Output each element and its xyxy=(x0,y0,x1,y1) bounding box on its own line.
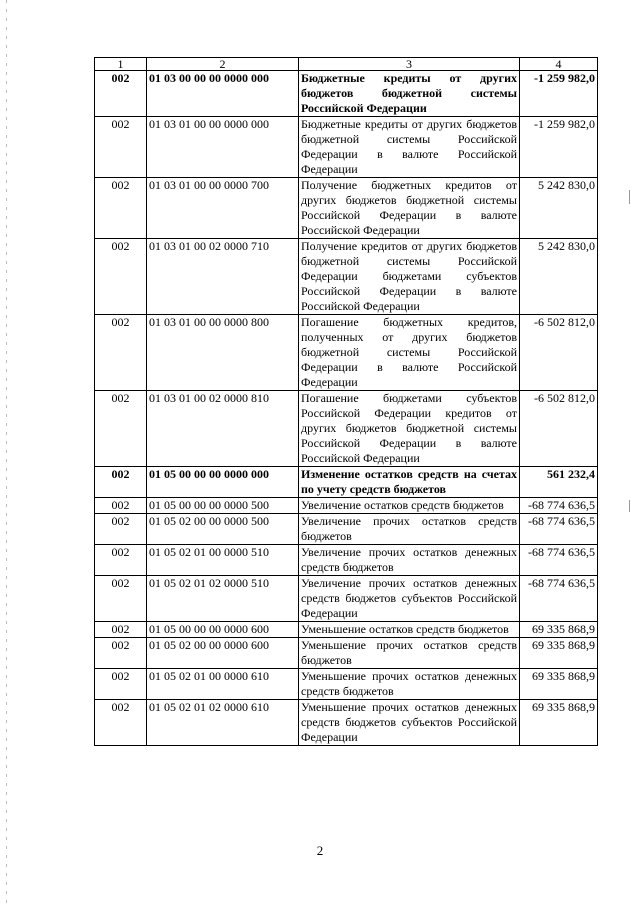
budget-code-cell: 01 05 02 01 00 0000 610 xyxy=(147,669,299,700)
table-row xyxy=(95,239,598,315)
admin-code-cell: 002 xyxy=(95,315,147,391)
amount-cell: -6 502 812,0 xyxy=(520,391,598,467)
table-row xyxy=(95,545,598,576)
description-cell: Бюджетные кредиты от других бюджетов бюджетной системы Российской Федерации в валюте Российской Федерации xyxy=(299,117,520,178)
description-cell: Получение кредитов от других бюджетов бюджетной системы Российской Федерации бюджетами субъектов Российской Федерации в валюте Российской Федерации xyxy=(299,239,520,315)
amount-cell: 5 242 830,0 xyxy=(520,239,598,315)
admin-code-cell: 002 xyxy=(95,239,147,315)
admin-code-cell: 002 xyxy=(95,514,147,545)
amount-cell: -68 774 636,5 xyxy=(520,498,598,514)
admin-code-cell: 002 xyxy=(95,498,147,514)
table-row xyxy=(95,315,598,391)
amount-cell: -68 774 636,5 xyxy=(520,576,598,622)
admin-code-cell: 002 xyxy=(95,576,147,622)
budget-code-cell: 01 05 00 00 00 0000 500 xyxy=(147,498,299,514)
table-body xyxy=(95,71,598,746)
amount-cell: 561 232,4 xyxy=(520,467,598,498)
scan-left-edge xyxy=(6,0,7,905)
description-cell: Получение бюджетных кредитов от других бюджетов бюджетной системы Российской Федерации в валюте Российской Федерации xyxy=(299,178,520,239)
description-cell: Увеличение прочих остатков денежных средств бюджетов xyxy=(299,545,520,576)
table-row xyxy=(95,178,598,239)
admin-code-cell: 002 xyxy=(95,467,147,498)
column-header-2: 2 xyxy=(147,58,299,71)
table-row xyxy=(95,71,598,117)
budget-code-cell: 01 03 01 00 02 0000 710 xyxy=(147,239,299,315)
amount-cell: -1 259 982,0 xyxy=(520,71,598,117)
description-cell: Бюджетные кредиты от других бюджетов бюджетной системы Российской Федерации xyxy=(299,71,520,117)
admin-code-cell: 002 xyxy=(95,669,147,700)
table-row xyxy=(95,514,598,545)
budget-code-cell: 01 03 01 00 00 0000 800 xyxy=(147,315,299,391)
column-header-3: 3 xyxy=(299,58,520,71)
table-row xyxy=(95,498,598,514)
description-cell: Погашение бюджетами субъектов Российской Федерации кредитов от других бюджетов бюджетной системы Российской Федерации в валюте Российской Федерации xyxy=(299,391,520,467)
budget-code-cell: 01 05 02 00 00 0000 600 xyxy=(147,638,299,669)
budget-code-cell: 01 03 01 00 02 0000 810 xyxy=(147,391,299,467)
budget-code-cell: 01 05 02 00 00 0000 500 xyxy=(147,514,299,545)
table-row xyxy=(95,622,598,638)
description-cell: Изменение остатков средств на счетах по учету средств бюджетов xyxy=(299,467,520,498)
admin-code-cell: 002 xyxy=(95,71,147,117)
table-row xyxy=(95,700,598,746)
budget-code-cell: 01 05 00 00 00 0000 000 xyxy=(147,467,299,498)
budget-code-cell: 01 05 00 00 00 0000 600 xyxy=(147,622,299,638)
table-row xyxy=(95,391,598,467)
scan-margin-mark xyxy=(629,500,630,512)
admin-code-cell: 002 xyxy=(95,622,147,638)
table-header-row xyxy=(95,58,598,71)
budget-code-cell: 01 05 02 01 02 0000 510 xyxy=(147,576,299,622)
description-cell: Уменьшение остатков средств бюджетов xyxy=(299,622,520,638)
budget-sources-table xyxy=(94,57,598,746)
scan-margin-mark xyxy=(629,190,630,204)
amount-cell: 5 242 830,0 xyxy=(520,178,598,239)
amount-cell: 69 335 868,9 xyxy=(520,638,598,669)
admin-code-cell: 002 xyxy=(95,117,147,178)
table-row xyxy=(95,467,598,498)
amount-cell: 69 335 868,9 xyxy=(520,669,598,700)
admin-code-cell: 002 xyxy=(95,391,147,467)
description-cell: Увеличение прочих остатков средств бюджетов xyxy=(299,514,520,545)
amount-cell: 69 335 868,9 xyxy=(520,700,598,746)
admin-code-cell: 002 xyxy=(95,545,147,576)
budget-code-cell: 01 05 02 01 00 0000 510 xyxy=(147,545,299,576)
description-cell: Увеличение прочих остатков денежных средств бюджетов субъектов Российской Федерации xyxy=(299,576,520,622)
column-header-1: 1 xyxy=(95,58,147,71)
budget-code-cell: 01 03 00 00 00 0000 000 xyxy=(147,71,299,117)
description-cell: Увеличение остатков средств бюджетов xyxy=(299,498,520,514)
admin-code-cell: 002 xyxy=(95,178,147,239)
admin-code-cell: 002 xyxy=(95,638,147,669)
description-cell: Уменьшение прочих остатков средств бюджетов xyxy=(299,638,520,669)
table-row xyxy=(95,669,598,700)
amount-cell: -68 774 636,5 xyxy=(520,514,598,545)
budget-code-cell: 01 03 01 00 00 0000 000 xyxy=(147,117,299,178)
admin-code-cell: 002 xyxy=(95,700,147,746)
amount-cell: 69 335 868,9 xyxy=(520,622,598,638)
table-row xyxy=(95,117,598,178)
column-header-4: 4 xyxy=(520,58,598,71)
table-row xyxy=(95,638,598,669)
amount-cell: -68 774 636,5 xyxy=(520,545,598,576)
description-cell: Погашение бюджетных кредитов, полученных от других бюджетов бюджетной системы Российской Федерации в валюте Российской Федерации xyxy=(299,315,520,391)
amount-cell: -6 502 812,0 xyxy=(520,315,598,391)
page-number: 2 xyxy=(316,843,324,858)
description-cell: Уменьшение прочих остатков денежных средств бюджетов субъектов Российской Федерации xyxy=(299,700,520,746)
budget-code-cell: 01 03 01 00 00 0000 700 xyxy=(147,178,299,239)
budget-code-cell: 01 05 02 01 02 0000 610 xyxy=(147,700,299,746)
description-cell: Уменьшение прочих остатков денежных средств бюджетов xyxy=(299,669,520,700)
table-row xyxy=(95,576,598,622)
amount-cell: -1 259 982,0 xyxy=(520,117,598,178)
